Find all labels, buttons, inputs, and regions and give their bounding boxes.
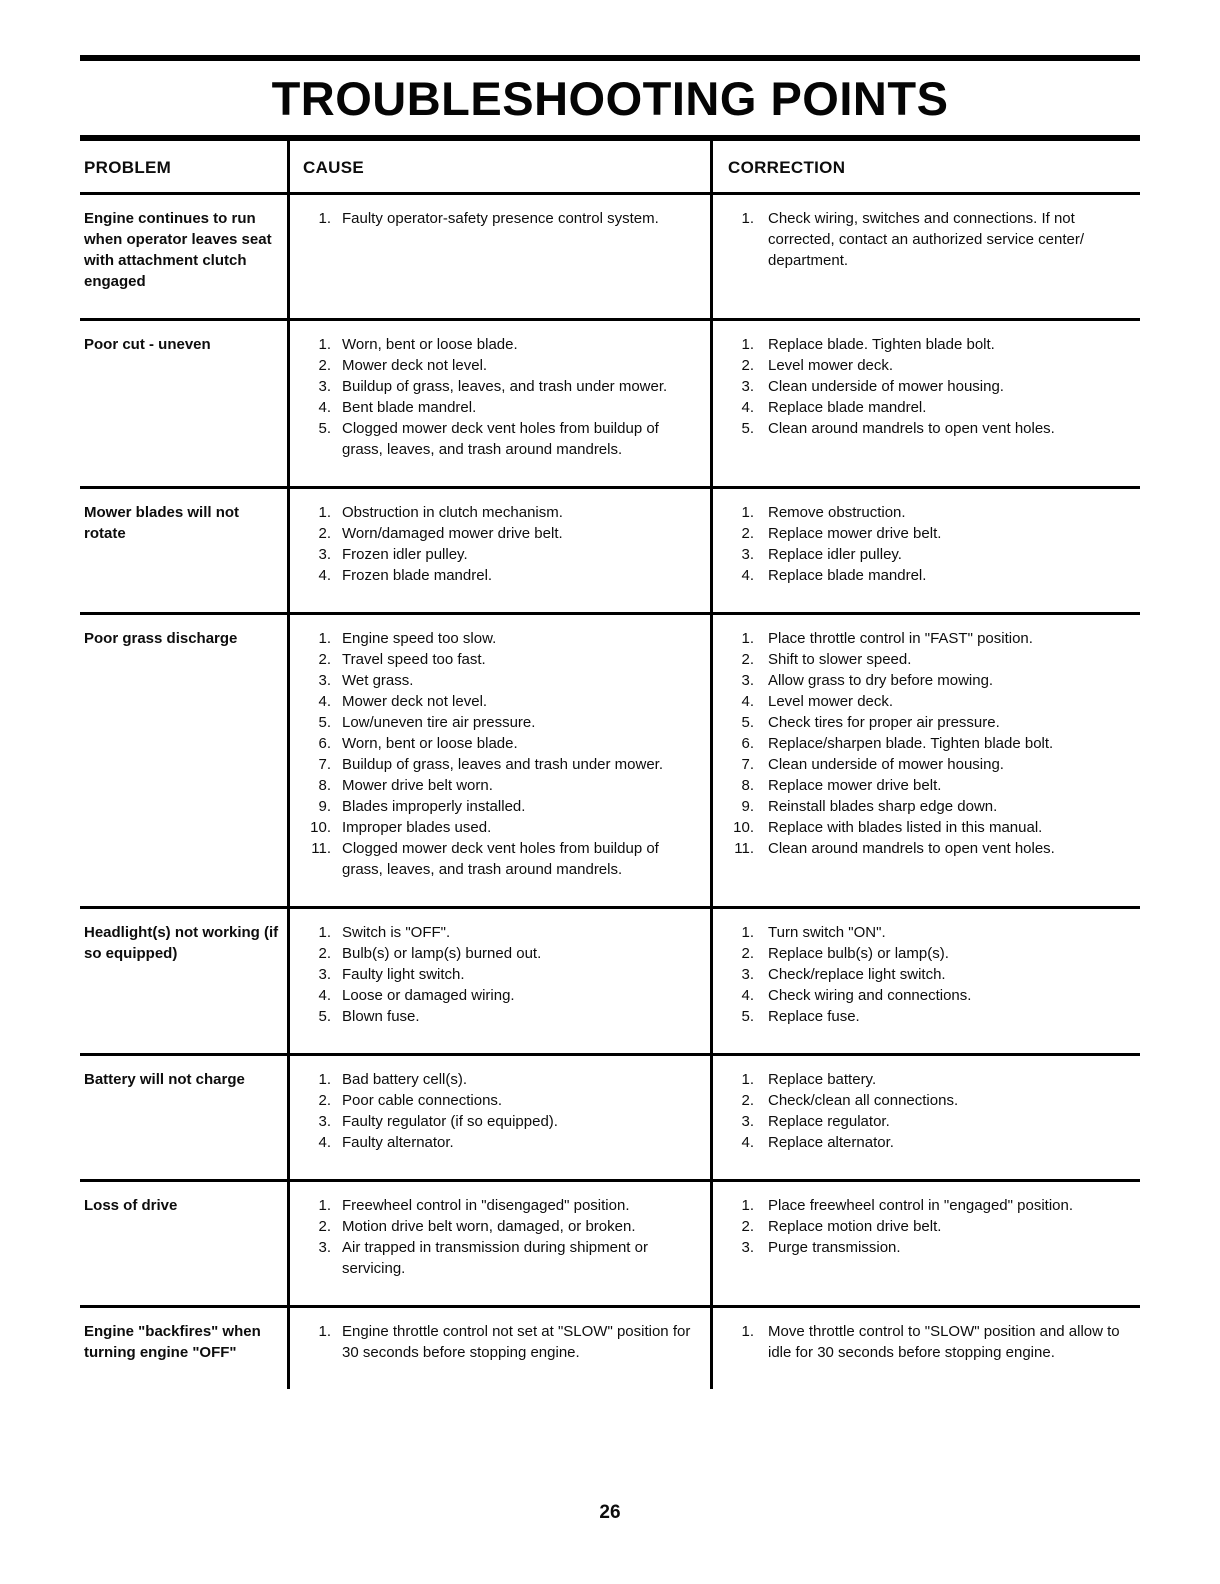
cause-list — [303, 628, 700, 880]
correction-list — [726, 628, 1130, 859]
item-number: 1. — [741, 503, 754, 521]
item-number: 4. — [741, 692, 754, 710]
cause-cell — [287, 195, 710, 318]
item-text: Replace/sharpen blade. Tighten blade bolt. — [768, 734, 1054, 752]
correction-list — [726, 334, 1130, 439]
item-text: Wet grass. — [342, 671, 414, 689]
item-text: Place throttle control in "FAST" position. — [768, 629, 1033, 647]
cause-cell — [287, 321, 710, 486]
item-number: 6. — [741, 734, 754, 752]
item-number: 2. — [318, 944, 331, 962]
item-number: 3. — [741, 545, 754, 563]
table-row — [80, 321, 1140, 489]
correction-cell — [710, 909, 1140, 1053]
item-text: Check tires for proper air pressure. — [768, 713, 1000, 731]
item-text: Check wiring and connections. — [768, 986, 972, 1004]
item-text: Faulty operator-safety presence control system. — [342, 209, 659, 227]
item-text: Clean around mandrels to open vent holes. — [768, 419, 1055, 437]
cause-list — [303, 922, 700, 1027]
problem-cell: Engine "backfires" when turning engine "OFF" — [84, 1322, 261, 1361]
item-number: 4. — [318, 1133, 331, 1151]
item-text: Freewheel control in "disengaged" position. — [342, 1196, 630, 1214]
item-text: Move throttle control to "SLOW" position and allow to idle for 30 seconds before stopping engine. — [768, 1322, 1120, 1361]
item-number: 1. — [318, 335, 331, 353]
cause-cell — [287, 1308, 710, 1389]
problem-cell: Poor grass discharge — [84, 629, 238, 647]
item-text: Faulty regulator (if so equipped). — [342, 1112, 558, 1130]
item-text: Mower drive belt worn. — [342, 776, 493, 794]
column-header-problem: PROBLEM — [84, 158, 172, 177]
item-text: Poor cable connections. — [342, 1091, 503, 1109]
item-text: Air trapped in transmission during shipment or servicing. — [342, 1238, 648, 1277]
column-header-correction: CORRECTION — [710, 141, 1140, 192]
item-text: Faulty alternator. — [342, 1133, 454, 1151]
cause-list — [303, 1069, 700, 1153]
item-number: 1. — [318, 1322, 331, 1340]
item-text: Replace bulb(s) or lamp(s). — [768, 944, 949, 962]
item-text: Low/uneven tire air pressure. — [342, 713, 536, 731]
cause-cell — [287, 909, 710, 1053]
item-number: 5. — [318, 1007, 331, 1025]
item-number: 3. — [741, 965, 754, 983]
cause-list — [303, 334, 700, 460]
item-number: 3. — [741, 377, 754, 395]
item-text: Clogged mower deck vent holes from buildup of grass, leaves, and trash around mandrels. — [342, 419, 659, 458]
page-content — [80, 0, 1140, 1389]
cause-list — [303, 1195, 700, 1279]
item-number: 7. — [318, 755, 331, 773]
item-text: Replace blade mandrel. — [768, 566, 927, 584]
item-text: Improper blades used. — [342, 818, 492, 836]
item-number: 4. — [741, 566, 754, 584]
item-number: 5. — [318, 419, 331, 437]
item-number: 3. — [318, 1112, 331, 1130]
page-title: TROUBLESHOOTING POINTS — [271, 72, 949, 125]
item-text: Buildup of grass, leaves and trash under mower. — [342, 755, 664, 773]
cause-cell — [287, 615, 710, 906]
item-number: 1. — [741, 335, 754, 353]
item-number: 11. — [311, 839, 331, 857]
correction-cell — [710, 321, 1140, 486]
item-number: 1. — [318, 209, 331, 227]
item-text: Shift to slower speed. — [768, 650, 912, 668]
problem-cell: Engine continues to run when operator leaves seat with attachment clutch engaged — [84, 209, 272, 290]
problem-cell: Headlight(s) not working (if so equipped) — [84, 923, 279, 962]
item-number: 4. — [318, 566, 331, 584]
item-number: 1. — [741, 1196, 754, 1214]
item-text: Clean underside of mower housing. — [768, 755, 1004, 773]
column-header-cause: CAUSE — [287, 141, 710, 192]
item-number: 3. — [318, 965, 331, 983]
item-number: 4. — [318, 986, 331, 1004]
item-text: Replace mower drive belt. — [768, 776, 942, 794]
table-row — [80, 1308, 1140, 1389]
problem-cell: Loss of drive — [84, 1196, 178, 1214]
item-number: 8. — [318, 776, 331, 794]
item-number: 1. — [741, 1070, 754, 1088]
correction-list — [726, 1321, 1130, 1363]
item-text: Mower deck not level. — [342, 692, 488, 710]
item-text: Bulb(s) or lamp(s) burned out. — [342, 944, 542, 962]
item-number: 6. — [318, 734, 331, 752]
item-text: Bad battery cell(s). — [342, 1070, 468, 1088]
item-text: Frozen blade mandrel. — [342, 566, 493, 584]
item-number: 5. — [741, 713, 754, 731]
item-text: Replace alternator. — [768, 1133, 894, 1151]
correction-cell — [710, 615, 1140, 906]
item-number: 2. — [318, 1091, 331, 1109]
item-text: Switch is "OFF". — [342, 923, 451, 941]
item-number: 1. — [318, 923, 331, 941]
correction-list — [726, 1195, 1130, 1258]
item-number: 3. — [318, 377, 331, 395]
item-text: Replace mower drive belt. — [768, 524, 942, 542]
item-text: Remove obstruction. — [768, 503, 906, 521]
item-number: 3. — [318, 545, 331, 563]
table-row — [80, 615, 1140, 909]
item-text: Place freewheel control in "engaged" position. — [768, 1196, 1074, 1214]
item-number: 3. — [318, 671, 331, 689]
item-text: Blades improperly installed. — [342, 797, 526, 815]
item-number: 1. — [318, 1070, 331, 1088]
correction-cell — [710, 1182, 1140, 1305]
item-number: 2. — [318, 524, 331, 542]
problem-cell: Poor cut - uneven — [84, 335, 211, 353]
correction-cell — [710, 1056, 1140, 1179]
table-rows — [80, 195, 1140, 1389]
item-text: Faulty light switch. — [342, 965, 465, 983]
item-number: 7. — [741, 755, 754, 773]
cause-cell — [287, 489, 710, 612]
correction-list — [726, 208, 1130, 271]
problem-cell: Battery will not charge — [84, 1070, 245, 1088]
item-text: Replace regulator. — [768, 1112, 890, 1130]
item-text: Replace battery. — [768, 1070, 877, 1088]
item-text: Clean around mandrels to open vent holes. — [768, 839, 1055, 857]
item-text: Replace motion drive belt. — [768, 1217, 942, 1235]
item-number: 1. — [318, 503, 331, 521]
item-text: Loose or damaged wiring. — [342, 986, 515, 1004]
correction-list — [726, 1069, 1130, 1153]
item-number: 2. — [318, 650, 331, 668]
item-text: Check/replace light switch. — [768, 965, 946, 983]
troubleshooting-table — [80, 141, 1140, 1389]
item-text: Clogged mower deck vent holes from buildup of grass, leaves, and trash around mandrels. — [342, 839, 659, 878]
item-number: 11. — [734, 839, 754, 857]
item-number: 2. — [741, 650, 754, 668]
item-text: Check wiring, switches and connections. If not corrected, contact an authorized service center/ department. — [768, 209, 1084, 269]
item-text: Replace blade mandrel. — [768, 398, 927, 416]
item-number: 10. — [733, 818, 754, 836]
item-text: Buildup of grass, leaves, and trash under mower. — [342, 377, 668, 395]
table-header-row — [80, 141, 1140, 195]
item-text: Worn/damaged mower drive belt. — [342, 524, 563, 542]
table-row — [80, 909, 1140, 1056]
cause-list — [303, 208, 700, 229]
cause-cell — [287, 1182, 710, 1305]
item-number: 1. — [318, 1196, 331, 1214]
item-text: Engine throttle control not set at "SLOW" position for 30 seconds before stopping engine. — [342, 1322, 691, 1361]
item-text: Clean underside of mower housing. — [768, 377, 1004, 395]
item-text: Replace fuse. — [768, 1007, 860, 1025]
item-number: 3. — [741, 1238, 754, 1256]
item-number: 3. — [318, 1238, 331, 1256]
cause-list — [303, 1321, 700, 1363]
item-number: 2. — [318, 1217, 331, 1235]
item-number: 2. — [741, 356, 754, 374]
item-text: Motion drive belt worn, damaged, or broken. — [342, 1217, 636, 1235]
item-number: 5. — [741, 419, 754, 437]
item-number: 10. — [310, 818, 331, 836]
item-text: Engine speed too slow. — [342, 629, 497, 647]
item-number: 2. — [741, 944, 754, 962]
item-number: 1. — [741, 209, 754, 227]
item-text: Replace with blades listed in this manual. — [768, 818, 1043, 836]
item-number: 1. — [741, 1322, 754, 1340]
item-number: 1. — [741, 923, 754, 941]
item-text: Mower deck not level. — [342, 356, 488, 374]
item-text: Reinstall blades sharp edge down. — [768, 797, 998, 815]
item-number: 4. — [318, 398, 331, 416]
item-text: Obstruction in clutch mechanism. — [342, 503, 563, 521]
item-number: 5. — [318, 713, 331, 731]
item-text: Bent blade mandrel. — [342, 398, 477, 416]
item-number: 8. — [741, 776, 754, 794]
item-number: 1. — [741, 629, 754, 647]
table-row — [80, 489, 1140, 615]
item-text: Replace idler pulley. — [768, 545, 902, 563]
item-text: Worn, bent or loose blade. — [342, 734, 518, 752]
table-row — [80, 195, 1140, 321]
item-number: 3. — [741, 671, 754, 689]
item-number: 5. — [741, 1007, 754, 1025]
item-text: Worn, bent or loose blade. — [342, 335, 518, 353]
item-number: 3. — [741, 1112, 754, 1130]
item-number: 2. — [741, 1217, 754, 1235]
correction-cell — [710, 1308, 1140, 1389]
item-text: Replace blade. Tighten blade bolt. — [768, 335, 995, 353]
item-text: Turn switch "ON". — [768, 923, 886, 941]
item-text: Blown fuse. — [342, 1007, 420, 1025]
item-number: 9. — [741, 797, 754, 815]
cause-list — [303, 502, 700, 586]
item-number: 1. — [318, 629, 331, 647]
correction-list — [726, 502, 1130, 586]
cause-cell — [287, 1056, 710, 1179]
item-number: 2. — [318, 356, 331, 374]
page-number: 26 — [599, 1502, 621, 1523]
item-number: 4. — [318, 692, 331, 710]
item-text: Frozen idler pulley. — [342, 545, 468, 563]
table-row — [80, 1056, 1140, 1182]
correction-list — [726, 922, 1130, 1027]
correction-cell — [710, 195, 1140, 318]
item-number: 2. — [741, 1091, 754, 1109]
item-number: 9. — [318, 797, 331, 815]
item-text: Level mower deck. — [768, 356, 894, 374]
item-number: 4. — [741, 398, 754, 416]
item-text: Level mower deck. — [768, 692, 894, 710]
item-number: 2. — [741, 524, 754, 542]
item-number: 4. — [741, 986, 754, 1004]
item-text: Purge transmission. — [768, 1238, 901, 1256]
table-row — [80, 1182, 1140, 1308]
item-text: Travel speed too fast. — [342, 650, 486, 668]
item-text: Check/clean all connections. — [768, 1091, 959, 1109]
correction-cell — [710, 489, 1140, 612]
problem-cell: Mower blades will not rotate — [84, 503, 240, 542]
item-text: Allow grass to dry before mowing. — [768, 671, 994, 689]
item-number: 4. — [741, 1133, 754, 1151]
